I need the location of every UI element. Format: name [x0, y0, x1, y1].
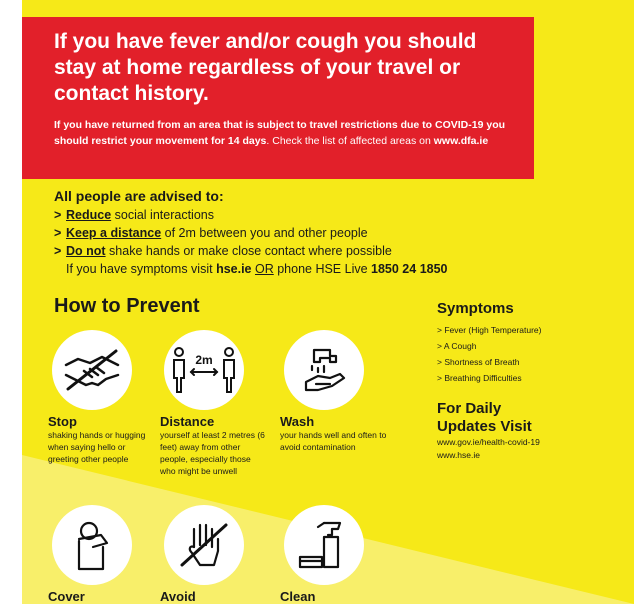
tile-title: Distance [160, 414, 215, 429]
tile-distance [160, 330, 274, 477]
contact-or: OR [254, 262, 274, 276]
advice-item-bold: Reduce [66, 208, 112, 222]
tile-title: Cover [48, 589, 85, 604]
advice-section [54, 188, 494, 278]
updates-block [437, 400, 627, 462]
info-sidebar [437, 300, 627, 462]
poster [22, 0, 634, 604]
tile-wash [280, 330, 394, 453]
symptom-item: > Fever (High Temperature) [437, 325, 542, 335]
advice-item [54, 206, 494, 224]
prevent-title: How to Prevent [54, 295, 200, 317]
tile-stop [48, 330, 162, 465]
hse-live-phone[interactable]: 1850 24 1850 [371, 262, 448, 276]
hse-site-link[interactable]: www.hse.ie [437, 450, 480, 460]
updates-title [437, 400, 627, 436]
tile-desc: yourself at least 2 metres (6 feet) away from other people, especially those who might be unwell [160, 430, 265, 476]
advice-heading: All people are advised to: [54, 188, 224, 204]
symptom-item: > Shortness of Breath [437, 357, 520, 367]
tile-desc: your hands well and often to avoid contamination [280, 430, 387, 452]
advice-item-text: of 2m between you and other people [161, 226, 368, 240]
symptom-item: > A Cough [437, 341, 477, 351]
distance-icon-label: 2m [195, 353, 213, 367]
symptoms-title: Symptoms [437, 300, 514, 317]
bullet-marker: > [54, 226, 62, 240]
alert-banner [22, 17, 534, 179]
advice-item-bold: Keep a distance [66, 226, 162, 240]
updates-title-line1: For Daily [437, 400, 502, 417]
tile-clean [280, 505, 394, 604]
symptoms-contact-line [54, 260, 494, 278]
tile-title: Stop [48, 414, 77, 429]
tile-avoid [160, 505, 274, 604]
tile-title: Avoid [160, 589, 196, 604]
alert-headline: If you have fever and/or cough you should stay at home regardless of your travel or contact history. [54, 30, 477, 105]
tile-cover [48, 505, 162, 604]
advice-item-bold: Do not [66, 244, 106, 258]
alert-note [54, 117, 514, 149]
handwash-icon [284, 330, 364, 410]
advice-item-text: social interactions [111, 208, 214, 222]
dfa-link[interactable]: www.dfa.ie [433, 135, 489, 147]
alert-note-rest: . Check the list of affected areas on [266, 135, 434, 147]
contact-prefix: If you have symptoms visit [66, 262, 217, 276]
clean-icon [284, 505, 364, 585]
advice-item [54, 242, 494, 260]
gov-link[interactable]: www.gov.ie/health-covid-19 [437, 437, 540, 447]
symptoms-list [437, 322, 627, 386]
updates-title-line2: Updates Visit [437, 418, 532, 435]
tile-title: Clean [280, 589, 316, 604]
updates-links [437, 436, 627, 462]
symptom-item: > Breathing Difficulties [437, 373, 522, 383]
advice-item-text: shake hands or make close contact where possible [105, 244, 392, 258]
tile-desc: shaking hands or hugging when saying hello or greeting other people [48, 430, 146, 464]
tile-title: Wash [280, 414, 315, 429]
bullet-marker: > [54, 208, 62, 222]
bullet-marker: > [54, 244, 62, 258]
alert-note-bold: If you have returned from an area that is subject to travel restrictions due to COVID-19 you should restrict your movement for 14 days [54, 119, 506, 147]
hse-link[interactable]: hse.ie [216, 262, 252, 276]
avoid-touching-icon [164, 505, 244, 585]
advice-item [54, 224, 494, 242]
handshake-icon [52, 330, 132, 410]
distance-icon [164, 330, 244, 410]
cover-cough-icon [52, 505, 132, 585]
contact-mid: phone HSE Live [273, 262, 372, 276]
